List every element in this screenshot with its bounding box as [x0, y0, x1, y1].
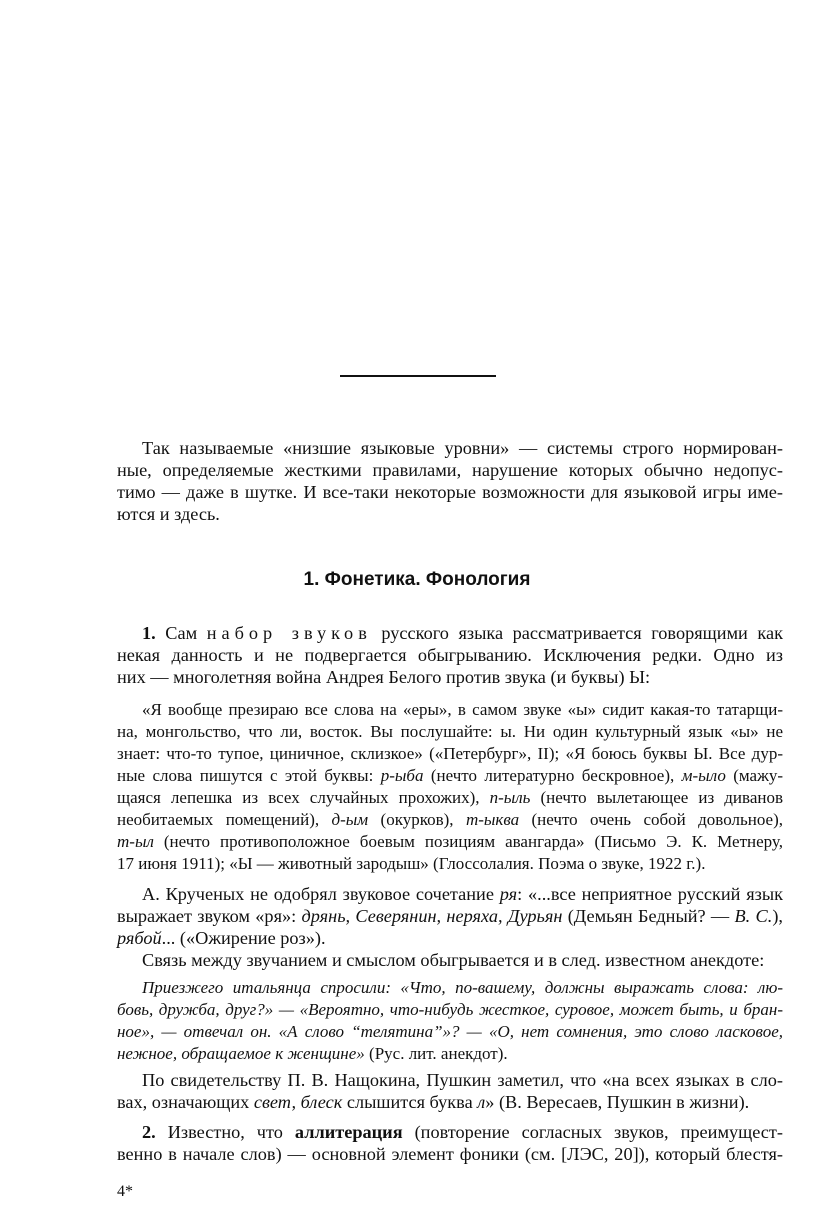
text-run: По свидетельству П. В. Нащокина, Пушкин заметил, что «на всех языках в сло- [142, 1070, 783, 1090]
text-run: «Я вообще презираю все слова на «еры», в самом звуке «ы» сидит какая-то татарщи- [142, 700, 783, 719]
text-run: тимо — даже в шутке. И все-таки некоторые возможности для языковой игры име- [117, 482, 783, 502]
text-line [117, 831, 783, 853]
italic-run: п-ыль [489, 788, 531, 807]
text-run: венно в начале слов) — основной элемент фоники (см. [ЛЭС, 20]), который блестя- [117, 1144, 783, 1164]
text-run: 17 июня 1911); «Ы — животный зародыш» (Глоссолалия. Поэма о звуке, 1922 г.). [117, 854, 706, 873]
text-run: (Рус. лит. анекдот). [364, 1044, 508, 1063]
text-line [142, 622, 783, 644]
text-line [117, 1043, 783, 1065]
text-line [142, 949, 783, 971]
italic-run: дрянь, Северянин, неряха, Дурьян [301, 906, 563, 926]
text-line [117, 809, 783, 831]
text-line [117, 787, 783, 809]
bold-run: аллитерация [294, 1122, 403, 1142]
text-line [142, 977, 783, 999]
text-line [142, 1121, 783, 1143]
text-run: (нечто литературно бескровное), [423, 766, 682, 785]
italic-run: рябой [117, 928, 162, 948]
text-run: ), [772, 906, 783, 926]
text-run: вах, означающих [117, 1092, 254, 1112]
bold-run: 1. [142, 623, 156, 643]
bold-run: 2. [142, 1122, 156, 1142]
section-divider-rule [340, 375, 496, 377]
italic-run: свет, блеск [253, 1092, 343, 1112]
text-run: (нечто противоположное боевым позициям авангарда» (Письмо Э. К. Метнеру, [153, 832, 783, 851]
italic-run: м-ыло [681, 766, 726, 785]
text-run: (окурков), [368, 810, 466, 829]
text-line [117, 999, 783, 1021]
text-run: ные слова пишутся с этой буквы: [117, 766, 381, 785]
text-line [117, 765, 783, 787]
italic-run: л [477, 1092, 486, 1112]
text-line [117, 743, 783, 765]
text-line [117, 666, 783, 688]
text-run: них — многолетняя война Андрея Белого против звука (и буквы) Ы: [117, 667, 651, 687]
text-run: ные, определяемые жесткими правилами, нарушение которых обычно недопус- [117, 460, 783, 480]
text-run: » (В. Вересаев, Пушкин в жизни). [485, 1092, 750, 1112]
italic-run: т-ыл [117, 832, 154, 851]
text-run: ются и здесь. [117, 504, 220, 524]
section-heading: 1. Фонетика. Фонология [303, 569, 531, 590]
text-line [117, 721, 783, 743]
text-run: на, монгольство, что ли, восток. Вы послушайте: ы. Ни один культурный язык «ы» не [117, 722, 783, 741]
text-run: Связь между звучанием и смыслом обыгрывается и в след. известном анекдоте: [142, 950, 765, 970]
text-line [117, 1143, 783, 1165]
text-line [142, 699, 783, 721]
text-run: некая данность и не подвергается обыгрыванию. Исключения редки. Одно из [117, 645, 783, 665]
text-run: (Демьян Бедный? — [562, 906, 735, 926]
text-line [142, 1069, 783, 1091]
italic-run: р-ыба [380, 766, 424, 785]
text-run: щаяся лепешка из всех случайных прохожих), [117, 788, 490, 807]
italic-run: В. С. [734, 906, 773, 926]
text-run: (нечто очень собой довольное), [519, 810, 783, 829]
italic-run: т-ыква [465, 810, 520, 829]
text-run: знает: что-то тупое, циничное, склизкое» («Петербург», II); «Я боюсь буквы Ы. Все дур- [117, 744, 783, 763]
text-line [117, 927, 783, 949]
text-run: выражает звуком «ря»: [117, 906, 302, 926]
italic-run: бовь, дружба, друг?» — «Вероятно, что-нибудь жесткое, суровое, может быть, и бран- [117, 1000, 783, 1019]
text-run: А. Крученых не одобрял звуковое сочетание [142, 884, 500, 904]
text-run: слышится буква [342, 1092, 478, 1112]
text-line [142, 437, 783, 459]
text-run: Известно, что [155, 1122, 295, 1142]
italic-run: ное», — отвечал он. «А слово “телятина”»? — «О, нет сомнения, это слово ласковое, [117, 1022, 783, 1041]
text-line [117, 644, 783, 666]
text-line [117, 905, 783, 927]
text-run: ... («Ожирение роз»). [161, 928, 326, 948]
text-run: Так называемые «низшие языковые уровни» — системы строго нормирован- [142, 438, 783, 458]
text-run: : «...все неприятное русский язык [517, 884, 784, 904]
text-run: (мажу- [725, 766, 783, 785]
spaced-run: набор звуков [206, 623, 372, 643]
text-line [117, 1091, 783, 1113]
text-run: (повторение согласных звуков, преимущест- [402, 1122, 783, 1142]
text-line [117, 481, 783, 503]
text-run: русского языка рассматривается говорящими как [371, 623, 783, 643]
text-line [142, 883, 783, 905]
text-run: необитаемых помещений), [117, 810, 332, 829]
text-line [117, 503, 783, 525]
italic-run: нежное, обращаемое к женщине» [117, 1044, 365, 1063]
text-line [117, 853, 783, 875]
text-line [117, 1021, 783, 1043]
text-run: Сам [155, 623, 207, 643]
italic-run: д-ым [331, 810, 369, 829]
page-folio: 4* [117, 1183, 133, 1200]
text-run: (нечто вылетающее из диванов [530, 788, 783, 807]
italic-run: ря [499, 884, 518, 904]
italic-run: Приезжего итальянца спросили: «Что, по-вашему, должны выражать слова: лю- [142, 978, 783, 997]
text-line [117, 459, 783, 481]
